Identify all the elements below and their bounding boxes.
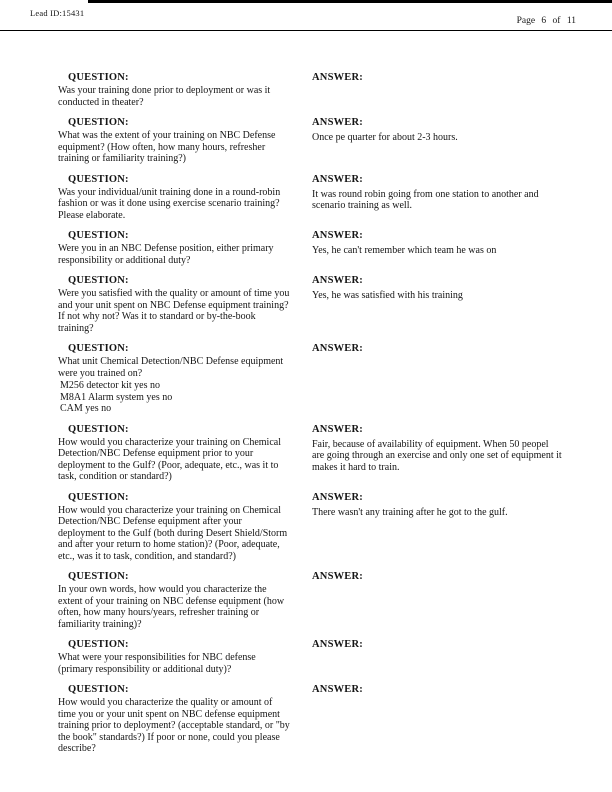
question-column	[58, 424, 305, 483]
answer-text	[305, 654, 562, 655]
answer-label: ANSWER:	[312, 173, 363, 185]
answer-column	[305, 492, 562, 519]
question-column	[58, 639, 305, 675]
question-label: QUESTION:	[68, 571, 129, 582]
lead-id: Lead ID:15431	[30, 8, 85, 18]
answer-column	[305, 174, 562, 212]
question-label: QUESTION:	[68, 230, 129, 241]
question-text: Was your training done prior to deployment or was it conducted in theater?	[58, 85, 271, 108]
question-label: QUESTION:	[68, 72, 129, 83]
question-column	[58, 230, 305, 266]
question-text: Was your individual/unit training done in a round-robin fashion or was it done using exercise scenario training? Please elaborate.	[58, 186, 281, 221]
answer-column	[305, 275, 562, 302]
question-subitem: M8A1 Alarm system yes no	[60, 391, 173, 403]
answer-text	[305, 358, 562, 359]
question-text: How would you characterize the quality or amount of time you or your unit spent on NBC defense equipment training prior to deployment? (acceptable standard, or "by the book" standards?) If poor or none, could you please describe?	[58, 697, 290, 754]
question-column	[58, 492, 305, 563]
question-column	[58, 117, 305, 165]
answer-column	[305, 424, 562, 474]
answer-label: ANSWER:	[312, 491, 363, 503]
question-text: What were your responsibilities for NBC defense (primary responsibility or additional duty)?	[58, 652, 256, 675]
qa-row	[58, 275, 562, 334]
question-column	[58, 275, 305, 334]
answer-label: ANSWER:	[312, 639, 363, 650]
answer-label: ANSWER:	[312, 230, 363, 241]
question-text: What was the extent of your training on NBC Defense equipment? (How often, how many hours, refresher training or familiarity training?)	[58, 130, 276, 164]
answer-column	[305, 571, 562, 587]
question-text: What unit Chemical Detection/NBC Defense equipment were you trained on?	[58, 356, 284, 379]
header-rule	[0, 30, 612, 31]
question-label: QUESTION:	[68, 423, 129, 435]
question-label: QUESTION:	[68, 639, 129, 650]
qa-row	[58, 424, 562, 483]
qa-row	[58, 639, 562, 675]
question-subitem: CAM yes no	[60, 403, 112, 414]
qa-row	[58, 117, 562, 165]
answer-text: Once pe quarter for about 2-3 hours.	[312, 132, 458, 143]
question-subitem: M256 detector kit yes no	[60, 380, 160, 391]
answer-column	[305, 343, 562, 359]
answer-text: Fair, because of availability of equipment. When 50 peopel are going through an exercise and only one set of equipment it makes it hard to train.	[312, 438, 562, 473]
question-column	[58, 174, 305, 222]
answer-text: Yes, he was satisfied with his training	[312, 290, 463, 301]
question-subitems	[58, 380, 291, 415]
question-label: QUESTION:	[68, 491, 129, 503]
answer-label: ANSWER:	[312, 423, 363, 435]
qa-row	[58, 230, 562, 266]
qa-row	[58, 684, 562, 755]
question-text: Were you in an NBC Defense position, either primary responsibility or additional duty?	[58, 243, 274, 266]
question-column	[58, 72, 305, 108]
answer-column	[305, 639, 562, 655]
question-column	[58, 343, 305, 415]
question-column	[58, 684, 305, 755]
answer-column	[305, 72, 562, 88]
answer-label: ANSWER:	[312, 117, 363, 128]
question-label: QUESTION:	[68, 343, 129, 354]
question-text: Were you satisfied with the quality or amount of time you and your unit spent on NBC Defense equipment training? If not why not? Was it to standard or by-the-book training?	[58, 288, 290, 334]
answer-column	[305, 230, 562, 257]
qa-row	[58, 72, 562, 108]
answer-label: ANSWER:	[312, 275, 363, 286]
question-column	[58, 571, 305, 630]
qa-row	[58, 492, 562, 563]
answer-label: ANSWER:	[312, 684, 363, 695]
answer-text: There wasn't any training after he got to the gulf.	[312, 506, 508, 518]
answer-text	[305, 586, 562, 587]
question-text: How would you characterize your training on Chemical Detection/NBC Defense equipment prior to your deployment to the Gulf? (Poor, adequate, etc., was it to task, condition or standard?)	[58, 436, 281, 482]
qa-row	[58, 343, 562, 415]
answer-text: It was round robin going from one station to another and scenario training as well.	[312, 188, 539, 211]
scan-edge-line	[88, 0, 612, 3]
question-label: QUESTION:	[68, 275, 129, 286]
qa-row	[58, 174, 562, 222]
answer-column	[305, 117, 562, 144]
question-text: How would you characterize your training on Chemical Detection/NBC Defense equipment after your deployment to the Gulf (both during Desert Shield/Storm and after your return to home station)? (Poor, adequate, etc., was it to task, condition, and standard?)	[58, 504, 288, 562]
qa-row	[58, 571, 562, 630]
answer-label: ANSWER:	[312, 343, 363, 354]
question-label: QUESTION:	[68, 173, 129, 185]
question-label: QUESTION:	[68, 684, 129, 695]
answer-text	[305, 87, 562, 88]
question-label: QUESTION:	[68, 117, 129, 128]
answer-label: ANSWER:	[312, 72, 363, 83]
answer-text: Yes, he can't remember which team he was on	[312, 245, 497, 256]
page-number: Page 6 of 11	[516, 16, 576, 26]
answer-text	[305, 699, 562, 700]
qa-list	[58, 72, 562, 764]
answer-label: ANSWER:	[312, 571, 363, 582]
answer-column	[305, 684, 562, 700]
question-text: In your own words, how would you characterize the extent of your training on NBC defense equipment (how often, how many hours/years, refresher training or familiarity training)?	[58, 584, 285, 630]
